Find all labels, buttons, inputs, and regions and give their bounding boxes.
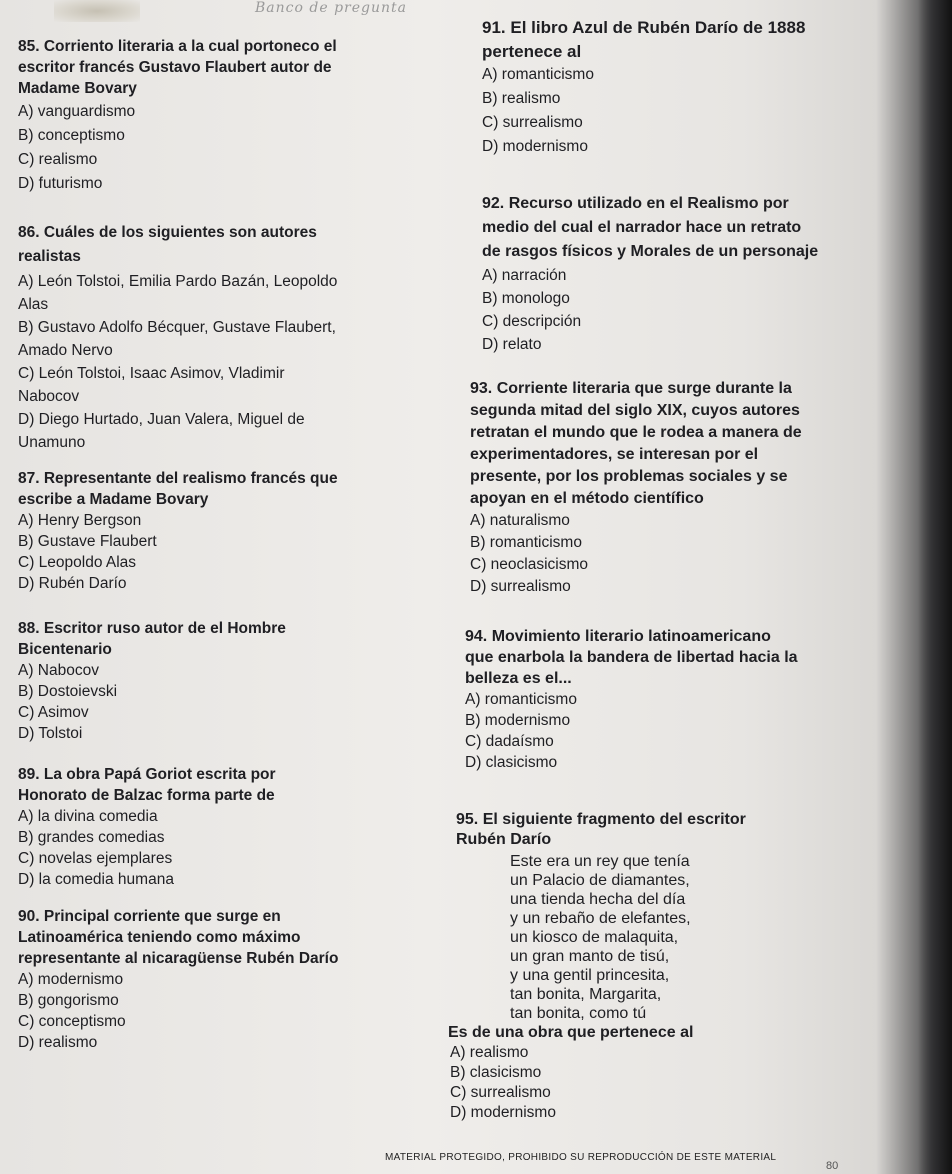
question-text: escritor francés Gustavo Flaubert autor de xyxy=(18,59,332,76)
option-c: C) realismo xyxy=(18,151,98,168)
option-a: A) modernismo xyxy=(18,971,124,988)
poem-line: un gran manto de tisú, xyxy=(510,948,670,965)
question-90 xyxy=(18,906,338,1053)
question-text: retratan el mundo que le rodea a manera de xyxy=(470,424,802,441)
option-a: A) Nabocov xyxy=(18,662,99,679)
page-edge-shadow xyxy=(918,0,952,1174)
option-b: B) romanticismo xyxy=(470,534,582,551)
question-text: medio del cual el narrador hace un retrato xyxy=(482,219,802,236)
question-text: Bicentenario xyxy=(18,641,112,658)
option-b: B) gongorismo xyxy=(18,992,119,1009)
option-c: C) Asimov xyxy=(18,704,89,721)
option-b: B) grandes comedias xyxy=(18,829,165,846)
question-86 xyxy=(18,222,337,453)
question-text: apoyan en el método científico xyxy=(470,490,704,507)
option-a: A) realismo xyxy=(450,1044,529,1061)
question-text: Honorato de Balzac forma parte de xyxy=(18,787,275,804)
question-85 xyxy=(18,36,337,194)
question-text: 85. Corriento literaria a la cual portoneco el xyxy=(18,38,337,55)
poem-line: un kiosco de malaquita, xyxy=(510,929,679,946)
option-c: C) conceptismo xyxy=(18,1013,126,1030)
question-text: 87. Representante del realismo francés que xyxy=(18,470,338,487)
question-94 xyxy=(465,626,798,773)
option-a: A) romanticismo xyxy=(482,66,594,83)
option-d: D) la comedia humana xyxy=(18,871,174,888)
question-text: experimentadores, se interesan por el xyxy=(470,446,759,463)
option-d: D) realismo xyxy=(18,1034,98,1051)
option-a: A) naturalismo xyxy=(470,512,570,529)
option-a: A) narración xyxy=(482,267,567,284)
option-d: D) modernismo xyxy=(450,1104,556,1121)
option-d-cont: Unamuno xyxy=(18,434,86,451)
poem-line: una tienda hecha del día xyxy=(510,891,686,908)
option-d: D) modernismo xyxy=(482,138,588,155)
option-c-cont: Nabocov xyxy=(18,388,80,405)
question-92 xyxy=(482,192,818,356)
option-d: D) Tolstoi xyxy=(18,725,83,742)
question-89 xyxy=(18,764,276,890)
question-text: de rasgos físicos y Morales de un personaje xyxy=(482,243,819,260)
page-number: 80 xyxy=(826,1160,839,1172)
question-91 xyxy=(482,16,805,157)
option-b: B) Gustavo Adolfo Bécquer, Gustave Flaubert, xyxy=(18,319,336,336)
option-c: C) surrealismo xyxy=(450,1084,551,1101)
question-text: 95. El siguiente fragmento del escritor xyxy=(456,811,746,828)
poem-line: un Palacio de diamantes, xyxy=(510,872,690,889)
option-d: D) clasicismo xyxy=(465,754,558,771)
question-text: escribe a Madame Bovary xyxy=(18,491,209,508)
question-text: 92. Recurso utilizado en el Realismo por xyxy=(482,195,789,212)
poem-line: y una gentil princesita, xyxy=(510,967,670,984)
question-text: Latinoamérica teniendo como máximo xyxy=(18,929,301,946)
option-c: C) novelas ejemplares xyxy=(18,850,173,867)
option-c: C) descripción xyxy=(482,313,582,330)
question-text: segunda mitad del siglo XIX, cuyos autores xyxy=(470,402,800,419)
question-text: que enarbola la bandera de libertad hacia la xyxy=(465,649,798,666)
question-text: 90. Principal corriente que surge en xyxy=(18,908,281,925)
question-text: Madame Bovary xyxy=(18,80,137,97)
question-text: 91. El libro Azul de Rubén Darío de 1888 xyxy=(482,18,806,37)
question-text: belleza es el... xyxy=(465,670,572,687)
option-a-cont: Alas xyxy=(18,296,49,313)
option-b: B) Dostoievski xyxy=(18,683,118,700)
option-b: B) monologo xyxy=(482,290,570,307)
option-d: D) Rubén Darío xyxy=(18,575,127,592)
option-d: D) Diego Hurtado, Juan Valera, Miguel de xyxy=(18,411,305,428)
option-a: A) León Tolstoi, Emilia Pardo Bazán, Leopoldo xyxy=(18,273,338,290)
option-b: B) Gustave Flaubert xyxy=(18,533,157,550)
question-87 xyxy=(18,468,338,594)
option-d: D) relato xyxy=(482,336,542,353)
option-a: A) Henry Bergson xyxy=(18,512,142,529)
option-b: B) realismo xyxy=(482,90,561,107)
question-text: Rubén Darío xyxy=(456,831,552,848)
option-a: A) vanguardismo xyxy=(18,103,136,120)
poem-line: Este era un rey que tenía xyxy=(510,853,690,870)
option-c: C) neoclasicismo xyxy=(470,556,589,573)
question-text: pertenece al xyxy=(482,42,582,61)
option-b: B) clasicismo xyxy=(450,1064,542,1081)
poem-line: tan bonita, Margarita, xyxy=(510,986,662,1003)
question-text: 89. La obra Papá Goriot escrita por xyxy=(18,766,276,783)
option-b-cont: Amado Nervo xyxy=(18,342,113,359)
question-88 xyxy=(18,618,286,744)
option-c: C) surrealismo xyxy=(482,114,583,131)
question-tail: Es de una obra que pertenece al xyxy=(448,1024,694,1041)
option-d: D) surrealismo xyxy=(470,578,571,595)
question-text: representante al nicaragüense Rubén Darío xyxy=(18,950,339,967)
option-a: A) romanticismo xyxy=(465,691,577,708)
question-text: presente, por los problemas sociales y se xyxy=(470,468,788,485)
option-b: B) modernismo xyxy=(465,712,571,729)
poem-line: tan bonita, como tú xyxy=(510,1005,647,1022)
question-text: 86. Cuáles de los siguientes son autores xyxy=(18,224,317,241)
question-text: 93. Corriente literaria que surge durante la xyxy=(470,380,792,397)
question-93 xyxy=(470,378,802,598)
poem-line: y un rebaño de elefantes, xyxy=(510,910,691,927)
option-c: C) León Tolstoi, Isaac Asimov, Vladimir xyxy=(18,365,285,382)
question-text: 94. Movimiento literario latinoamericano xyxy=(465,628,771,645)
options-95 xyxy=(450,1043,746,1123)
option-a: A) la divina comedia xyxy=(18,808,158,825)
footer-notice: MATERIAL PROTEGIDO, PROHIBIDO SU REPRODUCCIÓN DE ESTE MATERIAL xyxy=(385,1152,777,1163)
question-text: 88. Escritor ruso autor de el Hombre xyxy=(18,620,286,637)
header-scrawl: Banco de pregunta xyxy=(255,0,407,16)
top-stamp-graphic xyxy=(54,0,140,22)
poem-fragment xyxy=(510,852,746,1023)
option-c: C) Leopoldo Alas xyxy=(18,554,137,571)
option-c: C) dadaísmo xyxy=(465,733,554,750)
question-text: realistas xyxy=(18,248,81,265)
question-95 xyxy=(448,810,746,1123)
option-b: B) conceptismo xyxy=(18,127,125,144)
option-d: D) futurismo xyxy=(18,175,103,192)
